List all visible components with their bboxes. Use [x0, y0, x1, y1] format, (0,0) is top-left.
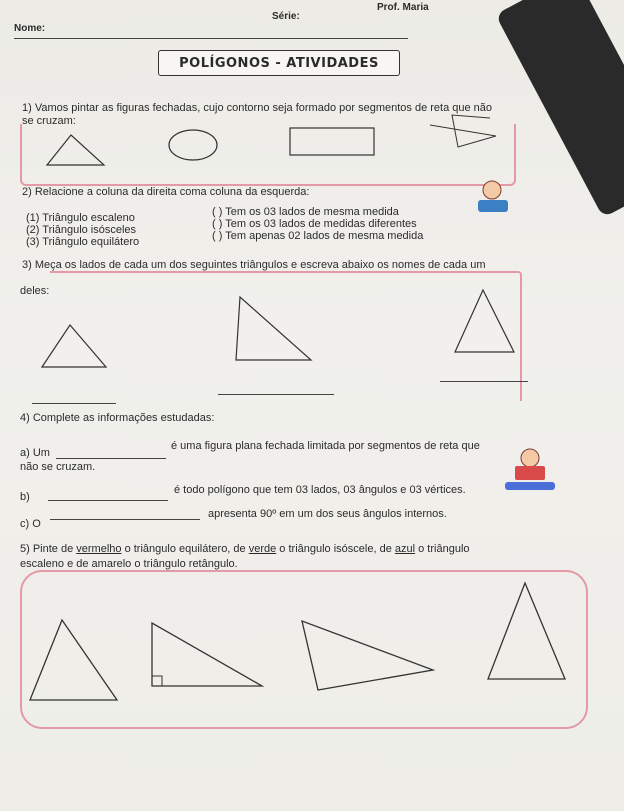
- q2-right-1[interactable]: ( ) Tem os 03 lados de mesma medida: [212, 206, 399, 218]
- q3-line1: 3) Meça os lados de cada um dos seguintes triângulos e escreva abaixo os nomes de cada um: [22, 259, 486, 271]
- q4-c-text: apresenta 90º em um dos seus ângulos internos.: [208, 508, 447, 520]
- q1-line2: se cruzam:: [22, 115, 76, 127]
- q3-triangle-1[interactable]: [42, 325, 106, 367]
- q5-line2: escaleno e de amarelo o triângulo retângulo.: [20, 558, 238, 570]
- teacher-name: Prof. Maria: [377, 2, 429, 13]
- q3-line2: deles:: [20, 285, 50, 297]
- q5-text-c: o triângulo isóscele, de: [276, 543, 395, 555]
- q4-b-text: é todo polígono que tem 03 lados, 03 ângulos e 03 vértices.: [174, 484, 466, 496]
- q2-prompt: 2) Relacione a coluna da direita coma coluna da esquerda:: [22, 186, 310, 198]
- q1-crossed-figure[interactable]: [430, 115, 496, 147]
- q5-triangle-isosceles[interactable]: [30, 620, 117, 700]
- q2-left-1: (1) Triângulo escaleno: [26, 212, 135, 224]
- q2-right-2[interactable]: ( ) Tem os 03 lados de medidas diferentes: [212, 218, 417, 230]
- q4-prompt: 4) Complete as informações estudadas:: [20, 412, 215, 424]
- q1-ellipse[interactable]: [169, 130, 217, 160]
- page-title: POLÍGONOS - ATIVIDADES: [179, 55, 379, 71]
- q5-azul: azul: [394, 543, 416, 555]
- q5-triangle-scalene[interactable]: [302, 621, 433, 690]
- right-angle-marker: [152, 676, 162, 686]
- serie-label: Série:: [272, 11, 300, 22]
- q4-c-label: c) O: [20, 518, 41, 530]
- q3-triangle-3[interactable]: [455, 290, 514, 352]
- q1-line1: 1) Vamos pintar as figuras fechadas, cujo contorno seja formado por segmentos de reta que não: [22, 102, 493, 114]
- q5-text-b: o triângulo equilátero, de: [121, 543, 249, 555]
- q4-b-label: b): [20, 491, 30, 503]
- q2-right-3[interactable]: ( ) Tem apenas 02 lados de mesma medida: [212, 230, 424, 242]
- q2-left-2: (2) Triângulo isósceles: [26, 224, 137, 236]
- q5-text-a: 5) Pinte de: [20, 543, 77, 555]
- q3-triangle-2[interactable]: [236, 297, 311, 360]
- child-reading-illustration-icon: [505, 449, 555, 490]
- q5-text-d: o triângulo: [415, 543, 470, 555]
- q1-rectangle[interactable]: [290, 128, 374, 155]
- q5-triangle-equilateral[interactable]: [488, 583, 565, 679]
- q2-left-3: (3) Triângulo equilátero: [26, 236, 140, 248]
- q5-triangle-right[interactable]: [152, 623, 262, 686]
- q4-a-text: é uma figura plana fechada limitada por segmentos de reta que: [171, 440, 480, 452]
- child-illustration-icon-1: [478, 181, 508, 212]
- nome-label: Nome:: [14, 23, 46, 34]
- q5-verde: verde: [248, 543, 277, 555]
- q1-triangle[interactable]: [47, 135, 104, 165]
- q4-a-label: a) Um: [20, 447, 50, 459]
- q5-vermelho: vermelho: [76, 543, 122, 555]
- q4-a-cont: não se cruzam.: [20, 461, 96, 473]
